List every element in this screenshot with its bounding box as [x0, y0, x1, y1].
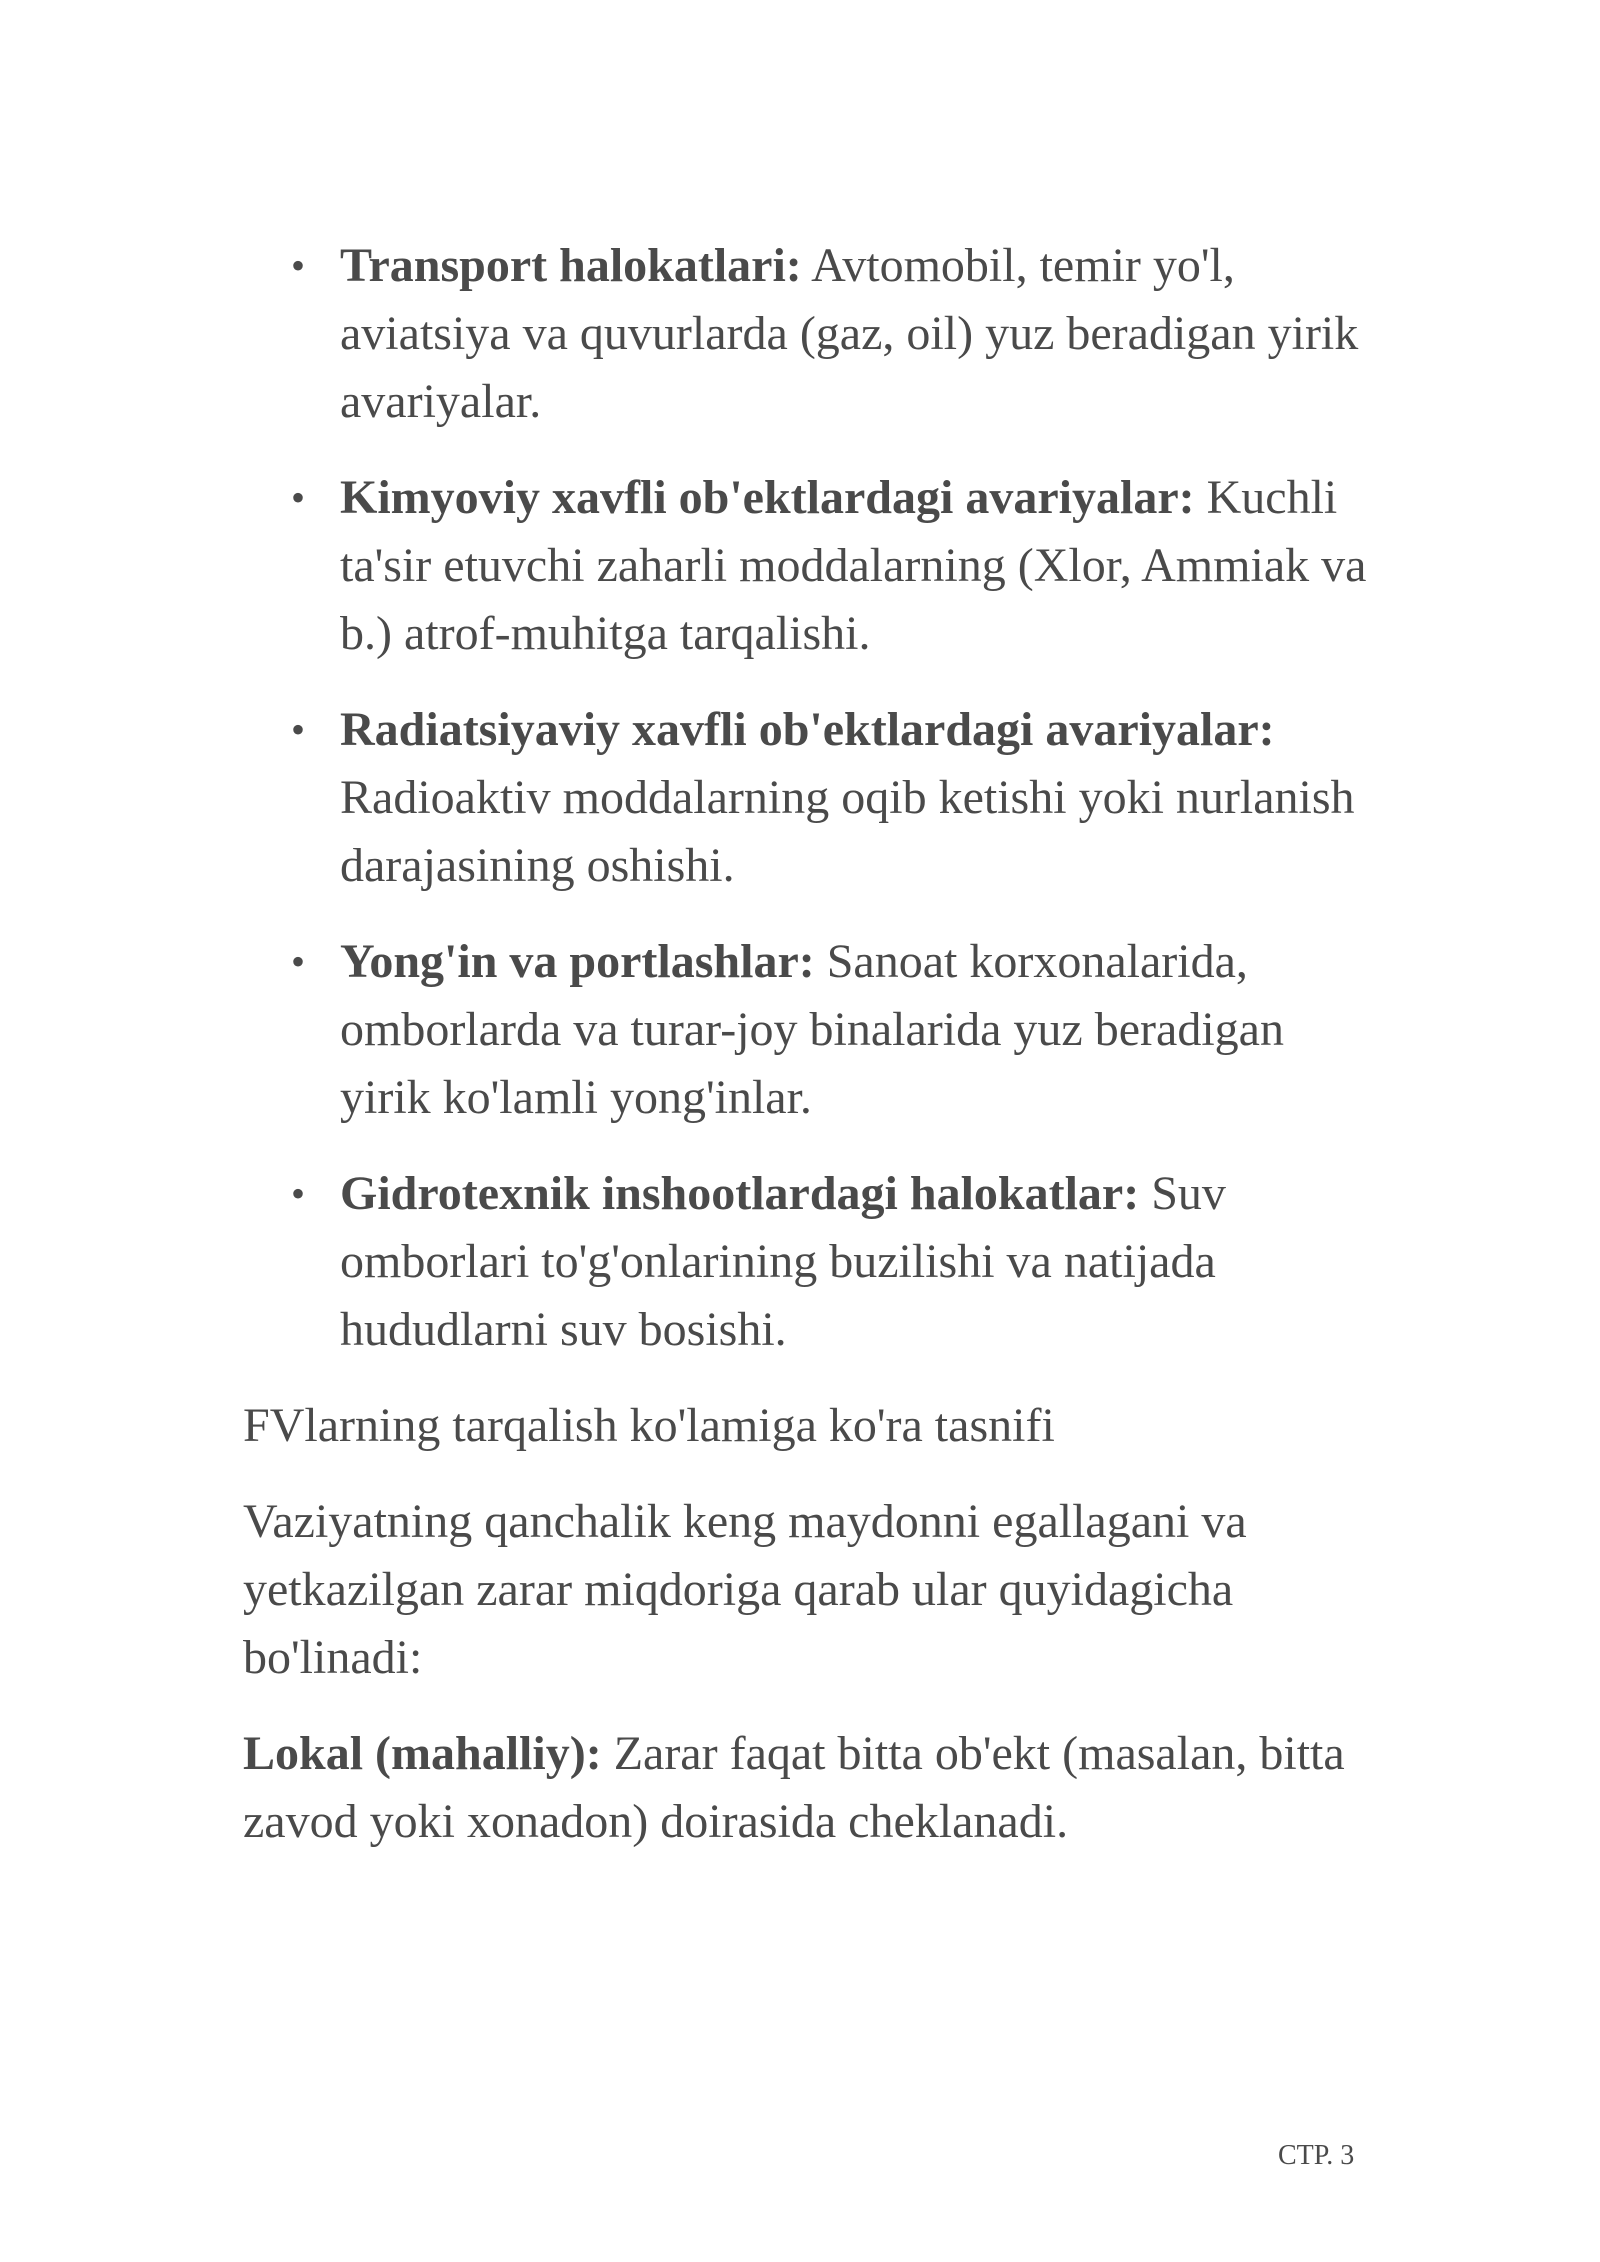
list-item	[243, 232, 1373, 436]
emergency-types-list	[243, 232, 1373, 1364]
local-text: Zarar faqat bitta ob'ekt (masalan, bitta zavod yoki xonadon) doirasida cheklanadi.	[243, 1727, 1345, 1848]
list-item-text: Suv omborlari to'g'onlarining buzilishi va natijada hududlarni suv bosishi.	[340, 1167, 1226, 1356]
list-item-term: Gidrotexnik inshootlardagi halokatlar:	[340, 1167, 1140, 1220]
list-item-text: Sanoat korxonalarida, omborlarda va turar-joy binalarida yuz beradigan yirik ko'lamli yong'inlar.	[340, 935, 1284, 1124]
list-item	[243, 928, 1373, 1132]
bullet-icon: •	[291, 707, 306, 752]
list-item-term: Kimyoviy xavfli ob'ektlardagi avariyalar:	[340, 471, 1195, 524]
list-item-term: Yong'in va portlashlar:	[340, 935, 815, 988]
page-content	[243, 232, 1373, 1884]
list-item	[243, 1160, 1373, 1364]
section-heading: FVlarning tarqalish ko'lamiga ko'ra tasnifi	[243, 1399, 1055, 1452]
list-item-text: Radioaktiv moddalarning oqib ketishi yoki nurlanish darajasining oshishi.	[340, 771, 1355, 892]
local-paragraph	[243, 1720, 1373, 1856]
local-term: Lokal (mahalliy):	[243, 1727, 602, 1780]
list-item-text: Avtomobil, temir yo'l, aviatsiya va quvurlarda (gaz, oil) yuz beradigan yirik avariyalar.	[340, 239, 1359, 428]
list-item-term: Radiatsiyaviy xavfli ob'ektlardagi avariyalar:	[340, 703, 1275, 756]
list-item-term: Transport halokatlari:	[340, 239, 802, 292]
list-item	[243, 464, 1373, 668]
bullet-icon: •	[291, 939, 306, 984]
bullet-icon: •	[291, 1171, 306, 1216]
bullet-icon: •	[291, 475, 306, 520]
intro-paragraph: Vaziyatning qanchalik keng maydonni egallagani va yetkazilgan zarar miqdoriga qarab ular quyidagicha bo'linadi:	[243, 1495, 1247, 1684]
bullet-icon: •	[291, 243, 306, 288]
page-number: CTP. 3	[1278, 2140, 1355, 2171]
list-item	[243, 696, 1373, 900]
list-item-text: Kuchli ta'sir etuvchi zaharli moddalarning (Xlor, Ammiak va b.) atrof-muhitga tarqalishi.	[340, 471, 1367, 660]
